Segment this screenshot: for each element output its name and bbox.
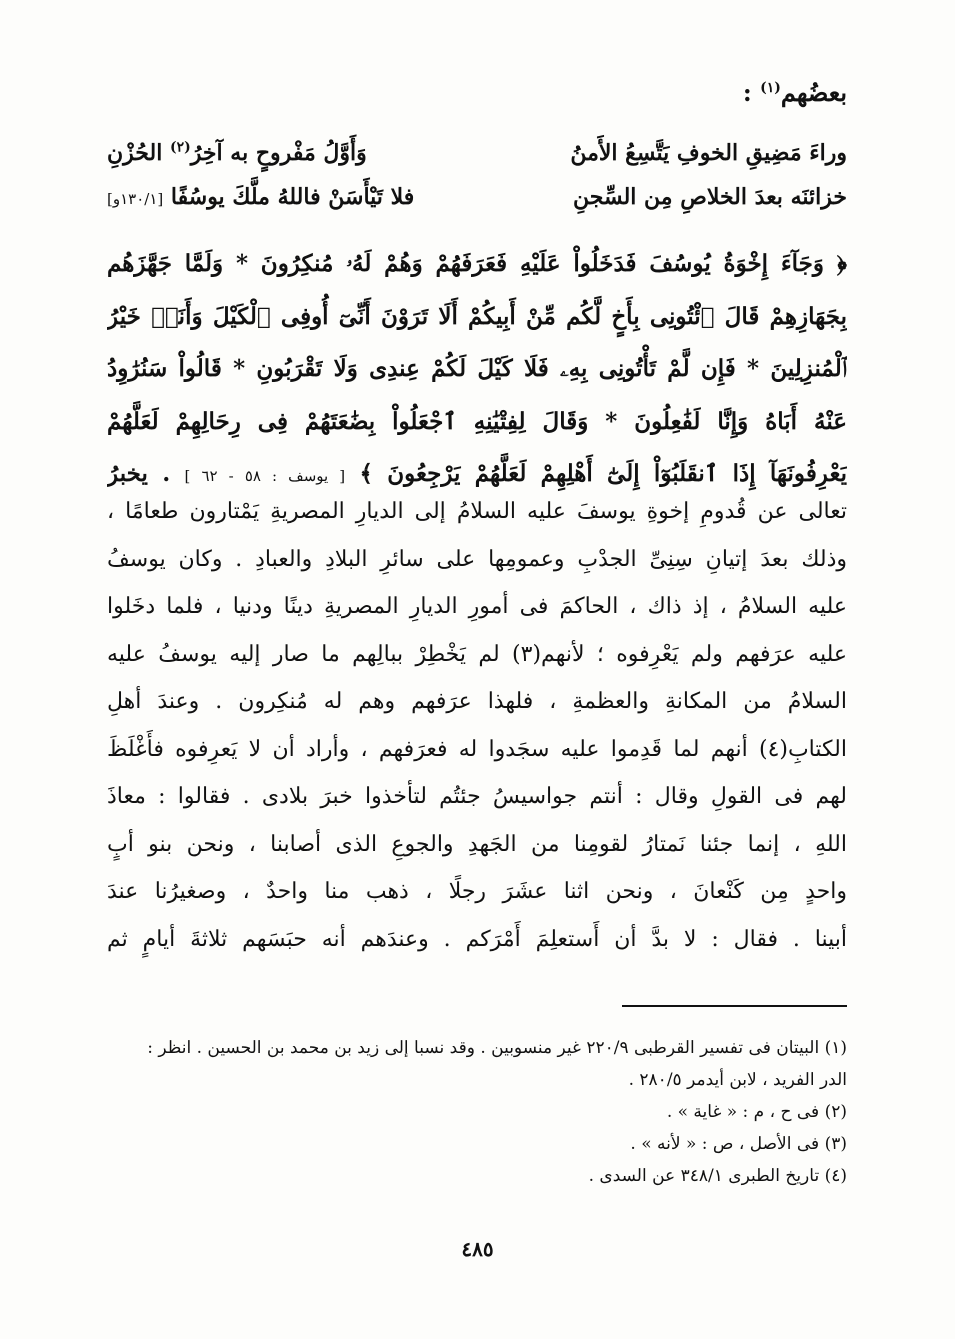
footnote: الدر الفريد ، لابن أيدمر ٢٨٠/٥ . — [628, 1070, 847, 1090]
tafsir-line: لهم فى القولِ وقال : أنتم جواسيسُ جئتُم لتأخذوا خبرَ بلادى . فقالوا : معاذَ — [107, 784, 847, 809]
tafsir-start: . يخبرُ — [107, 460, 171, 487]
poem-verse-2 — [107, 184, 847, 224]
hemistich-text: فلا تَيْأَسَنْ فاللهُ ملَّكَ يوسُفًا — [170, 184, 415, 210]
hemistich-text: وراءَ مَضِيقِ الخوفِ يَتَّسِعُ الأَمنُ — [570, 140, 847, 166]
footnote-separator — [622, 1005, 847, 1007]
tafsir-line: أبينا . فقال : لا بدَّ أن أَستعلِمَ أَمْرَكم . وعندَهم أنه حبَسَهم ثلاثةَ أيامٍ ثم — [107, 926, 847, 952]
tafsir-line: وذلك بعدَ إتيانِ سِنِىِّ الجدْبِ وعمومِها على سائرِ البلادِ والعبادِ . وكان يوسفُ — [107, 546, 847, 572]
footnote-ref: (٢) — [169, 139, 191, 156]
footnote: (٣) فى الأصل ، ص : « لأنه » . — [630, 1134, 847, 1154]
intro-text: بعضُهم — [780, 78, 847, 107]
tafsir-line: واحدٍ مِن كَنْعانَ ، ونحن اثنا عشَرَ رجلًا ، ذهب منا واحدٌ ، وصغيرُنا عندَ — [107, 879, 847, 904]
hemistich-end: الحُزْنِ — [107, 140, 170, 166]
tafsir-line: السلامُ من المكانةِ والعظمةِ ، فلهذا عرَفهم وهم له مُنكِرون . وعندَ أهلِ — [107, 689, 847, 714]
tafsir-line: الكتابِ(٤) أنهم لما قَدِموا عليه سجَدوا له فعرَفهم ، وأراد أن لا يَعرِفوه فأَغْلَظَ — [107, 736, 847, 762]
tafsir-line: عليه عرَفهم ولم يَعْرِفوه ؛ لأنهم(٣) لم يَخْطِرْ ببالِهم ما صار إليه يوسفُ عليه — [107, 641, 847, 667]
manuscript-folio-ref: [١٣٠/١و] — [107, 190, 164, 208]
footnote: (١) البيتان فى تفسير القرطبى ٢٢٠/٩ غير منسوبين . وقد نسبا إلى زيد بن محمد بن الحسين . انظر : — [147, 1038, 847, 1058]
hemistich-text: وَأَوَّلُ مَفْروحٍ به آخِرُ — [190, 140, 367, 166]
poem-verse-2-second-hemistich — [107, 184, 414, 210]
hemistich-text: خزائنَه بعدَ الخلاصِ مِن السِّجنِ — [573, 184, 847, 210]
intro-colon: : — [742, 78, 752, 107]
quran-line: بِجَهَازِهِمْ قَالَ ٱئْتُونِى بِأَخٍ لَّكُم مِّنْ أَبِيكُمْ أَلَا تَرَوْنَ أَنِّىٓ أُوفِى ٱلْكَيْلَ وَأَنَا۠ خَيْرُ — [107, 302, 847, 330]
surah-reference: [ يوسف : ٥٨ - ٦٢ ] — [184, 467, 346, 485]
poem-verse-1 — [107, 140, 847, 180]
footnote: (٢) فى ح ، م : « غاية » . — [666, 1102, 847, 1122]
quran-passage — [107, 238, 847, 501]
quran-line: ٱلْمُنزِلِينَ * فَإِن لَّمْ تَأْتُونِى بِهِۦ فَلَا كَيْلَ لَكُمْ عِندِى وَلَا تَقْرَبُونِ * قَالُواْ سَنُرَٰوِدُ — [107, 355, 847, 382]
quran-line: ﴿ وَجَآءَ إِخْوَةُ يُوسُفَ فَدَخَلُواْ عَلَيْهِ فَعَرَفَهُمْ وَهُمْ لَهُۥ مُنكِرُونَ * وَلَمَّا جَهَّزَهُم — [107, 250, 847, 277]
footnote-ref: (١) — [760, 80, 781, 96]
tafsir-body — [107, 488, 847, 963]
poem-verse-1-second-hemistich — [107, 140, 367, 166]
tafsir-line: عليه السلامُ ، إذ ذاك ، الحاكمَ فى أمورِ الديارِ المصريةِ دينًا ودنيا ، فلما دخَلوا — [107, 594, 847, 619]
poem-verse-1-first-hemistich — [570, 140, 847, 166]
tafsir-line: اللهِ ، إنما جئنا نَمتارُ لقومِنا من الجَهدِ والجوعِ الذى أصابنا ، ونحن بنو أبٍ — [107, 831, 847, 857]
page-number: ٤٨٥ — [461, 1237, 494, 1261]
tafsir-line: تعالى عن قُدومِ إخوةِ يوسفَ عليه السلامُ إلى الديارِ المصريةِ يَمْتارون طعامًا ، — [107, 499, 847, 524]
footnotes — [107, 1032, 847, 1192]
footnote: (٤) تاريخ الطبرى ٣٤٨/١ عن السدى . — [588, 1166, 847, 1186]
poem-verse-2-first-hemistich — [573, 184, 847, 210]
quran-line: عَنْهُ أَبَاهُ وَإِنَّا لَفَٰعِلُونَ * وَقَالَ لِفِتْيَٰنِهِ ٱجْعَلُواْ بِضَٰعَتَهُمْ فِى رِحَالِهِمْ لَعَلَّهُمْ — [107, 407, 847, 435]
intro-line — [743, 78, 847, 107]
quran-line-text: يَعْرِفُونَهَآ إِذَا ٱنقَلَبُوٓاْ إِلَىٰٓ أَهْلِهِمْ لَعَلَّهُمْ يَرْجِعُونَ ﴾ — [359, 460, 847, 487]
